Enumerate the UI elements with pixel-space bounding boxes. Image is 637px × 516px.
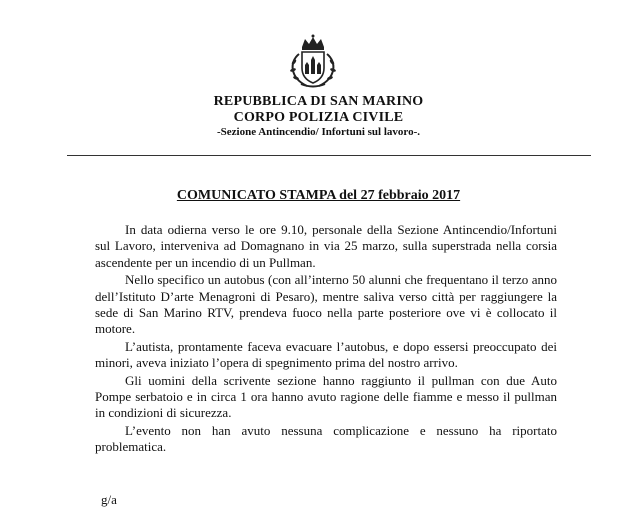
- signature-initials: g/a: [101, 492, 117, 507]
- header-section: -Sezione Antincendio/ Infortuni sul lavoro-.: [216, 126, 420, 138]
- paragraph: Nello specifico un autobus (con all’interno 50 alunni che frequentano il terzo anno dell’Istituto D’arte Menagroni di Pesaro), mentre saliva verso città per raggiungere la sede di San Marino RTV, prendeva fuoco nella parte posteriore ove vi è collocato il motore.: [95, 272, 557, 337]
- header-republic: REPUBBLICA DI SAN MARINO: [213, 94, 424, 109]
- press-release-title: COMUNICATO STAMPA del 27 febbraio 2017: [176, 188, 461, 203]
- press-release-body: [95, 222, 557, 457]
- paragraph: L’autista, prontamente faceva evacuare l’autobus, e dopo essersi preoccupato dei minori, aveva iniziato l’opera di spegnimento prima del nostro arrivo.: [95, 338, 557, 371]
- paragraph: Gli uomini della scrivente sezione hanno raggiunto il pullman con due Auto Pompe serbatoio e in circa 1 ora hanno avuto ragione delle fiamme e messo il pullman in condizioni di sicurezza.: [95, 372, 557, 421]
- header-corps: CORPO POLIZIA CIVILE: [233, 110, 404, 125]
- coat-of-arms-icon: [285, 32, 341, 90]
- paragraph: L’evento non han avuto nessuna complicazione e nessuno ha riportato problematica.: [95, 422, 557, 455]
- header-divider: [67, 155, 591, 156]
- paragraph: In data odierna verso le ore 9.10, personale della Sezione Antincendio/Infortuni sul Lavoro, interveniva ad Domagnano in via 25 marzo, sulla superstrada nella corsia ascendente per un incendio di un Pullman.: [95, 222, 557, 270]
